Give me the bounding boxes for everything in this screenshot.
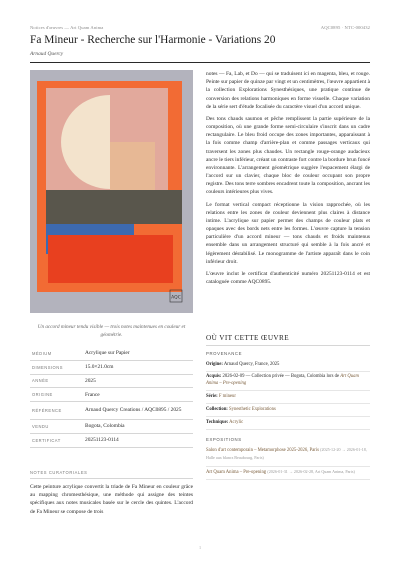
acquis-link[interactable]: Art Quam Anima – Pre-opening [206, 374, 359, 387]
details-value: France [85, 391, 100, 398]
description-column [206, 70, 370, 290]
painting-dark-band [46, 190, 182, 224]
details-value: Arnaud Quercy Creations / AQC0895 / 2025 [85, 407, 182, 414]
details-row [30, 388, 193, 402]
details-key: ANNÉE [32, 378, 49, 384]
exposition-item [206, 467, 370, 481]
provenance-heading: PROVENANCE [206, 351, 243, 356]
description-paragraph: Le format vertical compact réceptionne la vision rapprochée, où les relations entre les zones de couleur deviennent plus claires à distance intime. L'acrylique sur papier permet des champs de couleur plats et opaques avec des bords nets entre les formes. L'œuvre capture la tension particulière d'un accord mineur — tons chauds et froids maintenus ensemble dans un arrangement structuré qui semble à la fois ancré et légèrement déstabilisé. Le monogramme de l'artiste apparaît dans le coin inférieur droit. [206, 201, 370, 265]
collection-link[interactable]: Synesthetic Explorations [229, 406, 276, 412]
provenance-origin [206, 359, 370, 372]
artwork-caption: Un accord mineur tendu visible — trois notes maintenues en couleur et géométrie. [37, 324, 186, 338]
details-table [30, 347, 193, 448]
details-key: MÉDIUM [32, 350, 52, 356]
description-paragraph: Des tons chauds saumon et pêche remplissent la partie supérieure de la composition, où une grande forme semi-circulaire s'inscrit dans un cadre rectangulaire. Le bleu froid occupe des zones importantes, apparaissant à la fois comme champ d'arrière-plan et comme passages verticaux qui traversent les zones plus chaudes. Un rectangle rouge-orange audacieux ancre le tiers inférieur, créant un contraste fort contre la bordure brun foncé environnante. L'arrangement géométrique suggère l'espacement élargi de l'accord sur un clavier, chaque bloc de couleur occupant son propre registre. Des tons terre sombres encadrent toute la composition, ancrant les couleurs intérieures plus vives. [206, 115, 370, 196]
details-value: 20251123-0114 [85, 437, 119, 444]
exposition-details: (2026-01-31 → 2026-02-28, Art Quam Anima, Paris) [267, 469, 355, 474]
details-value: Bogota, Colombia [85, 423, 125, 430]
technique-label: Technique: [206, 419, 229, 425]
details-key: RÉFÉRENCE [32, 408, 62, 414]
acquis-value: 2026-02-09 — Collection privée — Bogota, Colombia lors de [222, 374, 340, 380]
provenance-acquis [206, 372, 370, 392]
description-paragraph: notes — Fa, Lab, et Do — qui se traduisent ici en magenta, bleu, et rouge. Peinte sur papier de quinze par vingt et un centimètres, l'œuvre appartient à la collection Explorations Synesthésiques, une pratique continue de conversion des relations harmoniques en forme visuelle. Chaque variation de la série sert d'étude focalisée du caractère visuel d'un accord unique. [206, 71, 370, 110]
top-bar [30, 25, 370, 30]
details-value: Acrylique sur Papier [85, 350, 130, 357]
painting-peach-panel [110, 142, 155, 190]
acquis-label: Acquis: [206, 374, 222, 380]
notes-heading: NOTES CURATORIALES [30, 470, 88, 475]
details-key: CERTIFICAT [32, 437, 61, 443]
origin-value: Arnaud Quercy, France, 2025 [223, 361, 280, 367]
details-key: VENDU [32, 424, 49, 430]
details-value: 15.0×21.0cm [85, 363, 114, 370]
details-row [30, 420, 193, 434]
serie-label: Série: [206, 393, 218, 399]
expositions-heading: EXPOSITIONS [206, 436, 242, 442]
where-heading: OÙ VIT CETTE ŒUVRE [206, 334, 289, 342]
artwork-image [30, 70, 193, 313]
painting-monogram: AQC [171, 295, 181, 301]
details-row [30, 347, 193, 361]
reference-code: AQC0895 · NTC-000432 [320, 25, 370, 30]
provenance-serie [206, 391, 370, 404]
provenance-technique [206, 417, 370, 430]
breadcrumb: Notices d'œuvres — Art Quam Anima [30, 25, 104, 30]
notes-divider [30, 478, 193, 479]
title-divider [30, 62, 370, 63]
artist-name: Arnaud Quercy [30, 51, 64, 57]
collection-label: Collection: [206, 406, 228, 412]
page-number: 1 [198, 545, 202, 550]
details-row [30, 361, 193, 375]
page-title: Fa Mineur - Recherche sur l'Harmonie - Variations 20 [30, 34, 276, 46]
technique-link[interactable]: Acrylic [229, 419, 244, 425]
details-key: DIMENSIONS [32, 364, 63, 370]
details-key: ORIGINE [32, 392, 53, 398]
where-section [206, 334, 370, 480]
description-paragraph: L'œuvre inclut le certificat d'authenticité numéro 20251123-0114 et est cataloguée comme AQC0895. [206, 270, 370, 286]
serie-link[interactable]: F mineur [218, 393, 236, 399]
exposition-link[interactable]: Salon d'art contemporain – Metamorphose 2025-2026, Paris [206, 448, 319, 454]
provenance-collection [206, 404, 370, 417]
details-value: 2025 [85, 377, 96, 384]
details-row [30, 402, 193, 420]
where-divider [206, 345, 370, 346]
painting-red-block [48, 235, 173, 283]
origin-label: Origine: [206, 361, 223, 367]
exposition-link[interactable]: Art Quam Anima – Pre-opening [206, 470, 267, 475]
exposition-item [206, 445, 370, 467]
details-row [30, 434, 193, 448]
notes-text: Cette peinture acrylique convertit la triade de Fa Mineur en couleur grâce au mapping chromesthésique, une méthode qui assigne des teintes spécifiques aux notes musicales basée sur le cercle des quintes. L'accord de Fa Mineur se compose de trois [30, 484, 193, 515]
exposition-details: (2025-12-20 → 2026-01-18, Halle aux blancs Beaubourg, Paris) [206, 447, 367, 461]
details-row [30, 375, 193, 389]
